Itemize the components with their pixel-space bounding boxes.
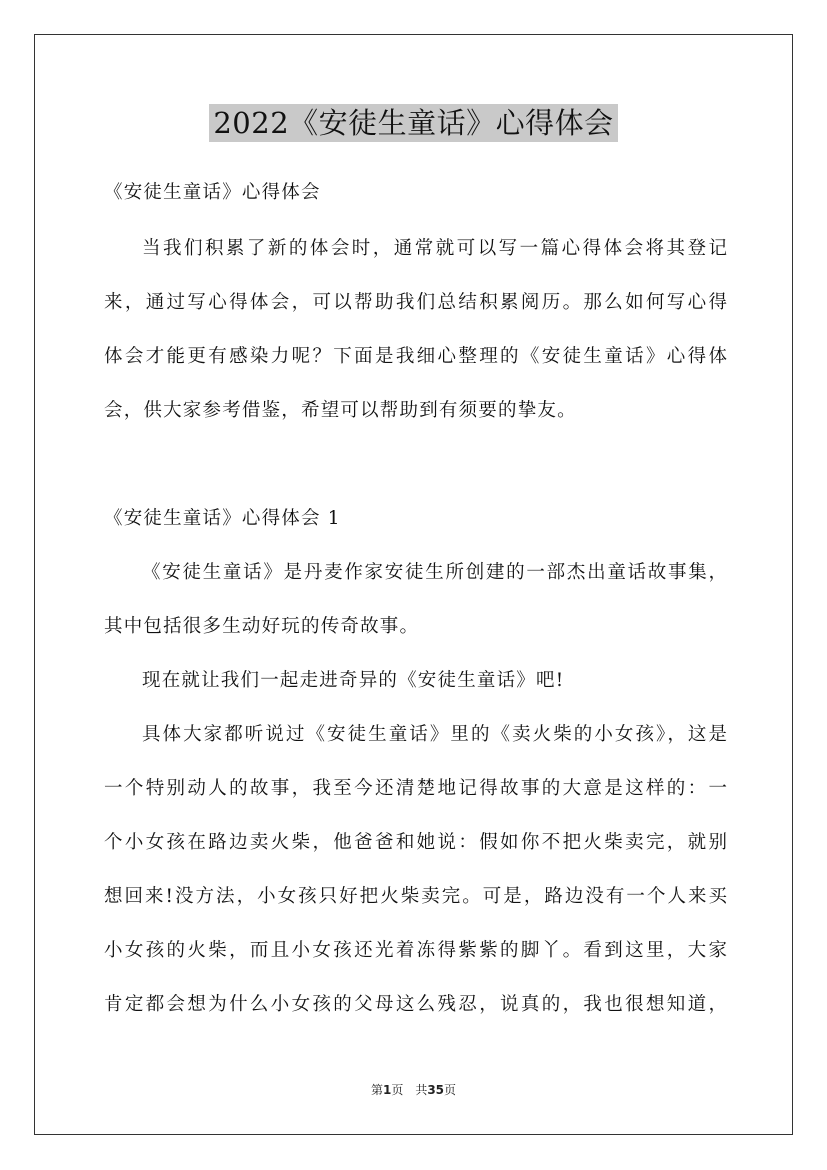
section1-line-9: 肯定都会想为什么小女孩的父母这么残忍，说真的，我也很想知道，	[104, 994, 727, 1015]
intro-line-2: 来，通过写心得体会，可以帮助我们总结积累阅历。那么如何写心得	[104, 292, 727, 313]
section1-line-3: 现在就让我们一起走进奇异的《安徒生童话》吧!	[142, 670, 565, 691]
section1-line-8: 小女孩的火柴，而且小女孩还光着冻得紫紫的脚丫。看到这里，大家	[104, 940, 727, 961]
footer-mid: 页 共	[391, 1083, 428, 1097]
intro-line-3: 体会才能更有感染力呢？下面是我细心整理的《安徒生童话》心得体	[104, 346, 727, 367]
section1-line-7: 想回来!没方法，小女孩只好把火柴卖完。可是，路边没有一个人来买	[104, 886, 727, 907]
section1-line-1: 《安徒生童话》是丹麦作家安徒生所创建的一部杰出童话故事集，	[142, 562, 727, 583]
intro-line-4: 会，供大家参考借鉴，希望可以帮助到有须要的挚友。	[104, 400, 577, 421]
section1-line-6: 个小女孩在路边卖火柴，他爸爸和她说：假如你不把火柴卖完，就别	[104, 832, 727, 853]
section1-line-4: 具体大家都听说过《安徒生童话》里的《卖火柴的小女孩》，这是	[142, 724, 727, 745]
footer-page-number: 1	[382, 1083, 392, 1097]
footer-prefix: 第	[370, 1083, 383, 1097]
footer-page-total: 35	[427, 1083, 445, 1097]
document-title	[0, 100, 827, 146]
intro-line-1: 当我们积累了新的体会时，通常就可以写一篇心得体会将其登记	[142, 238, 727, 259]
document-title-text: 2022《安徒生童话》心得体会	[209, 104, 617, 142]
section1-line-5: 一个特别动人的故事，我至今还清楚地记得故事的大意是这样的：一	[104, 778, 727, 799]
section1-heading: 《安徒生童话》心得体会 1	[104, 508, 341, 529]
section1-line-2: 其中包括很多生动好玩的传奇故事。	[104, 616, 420, 637]
intro-heading: 《安徒生童话》心得体会	[104, 182, 321, 203]
footer-suffix: 页	[444, 1083, 457, 1097]
page-footer	[0, 1081, 827, 1099]
